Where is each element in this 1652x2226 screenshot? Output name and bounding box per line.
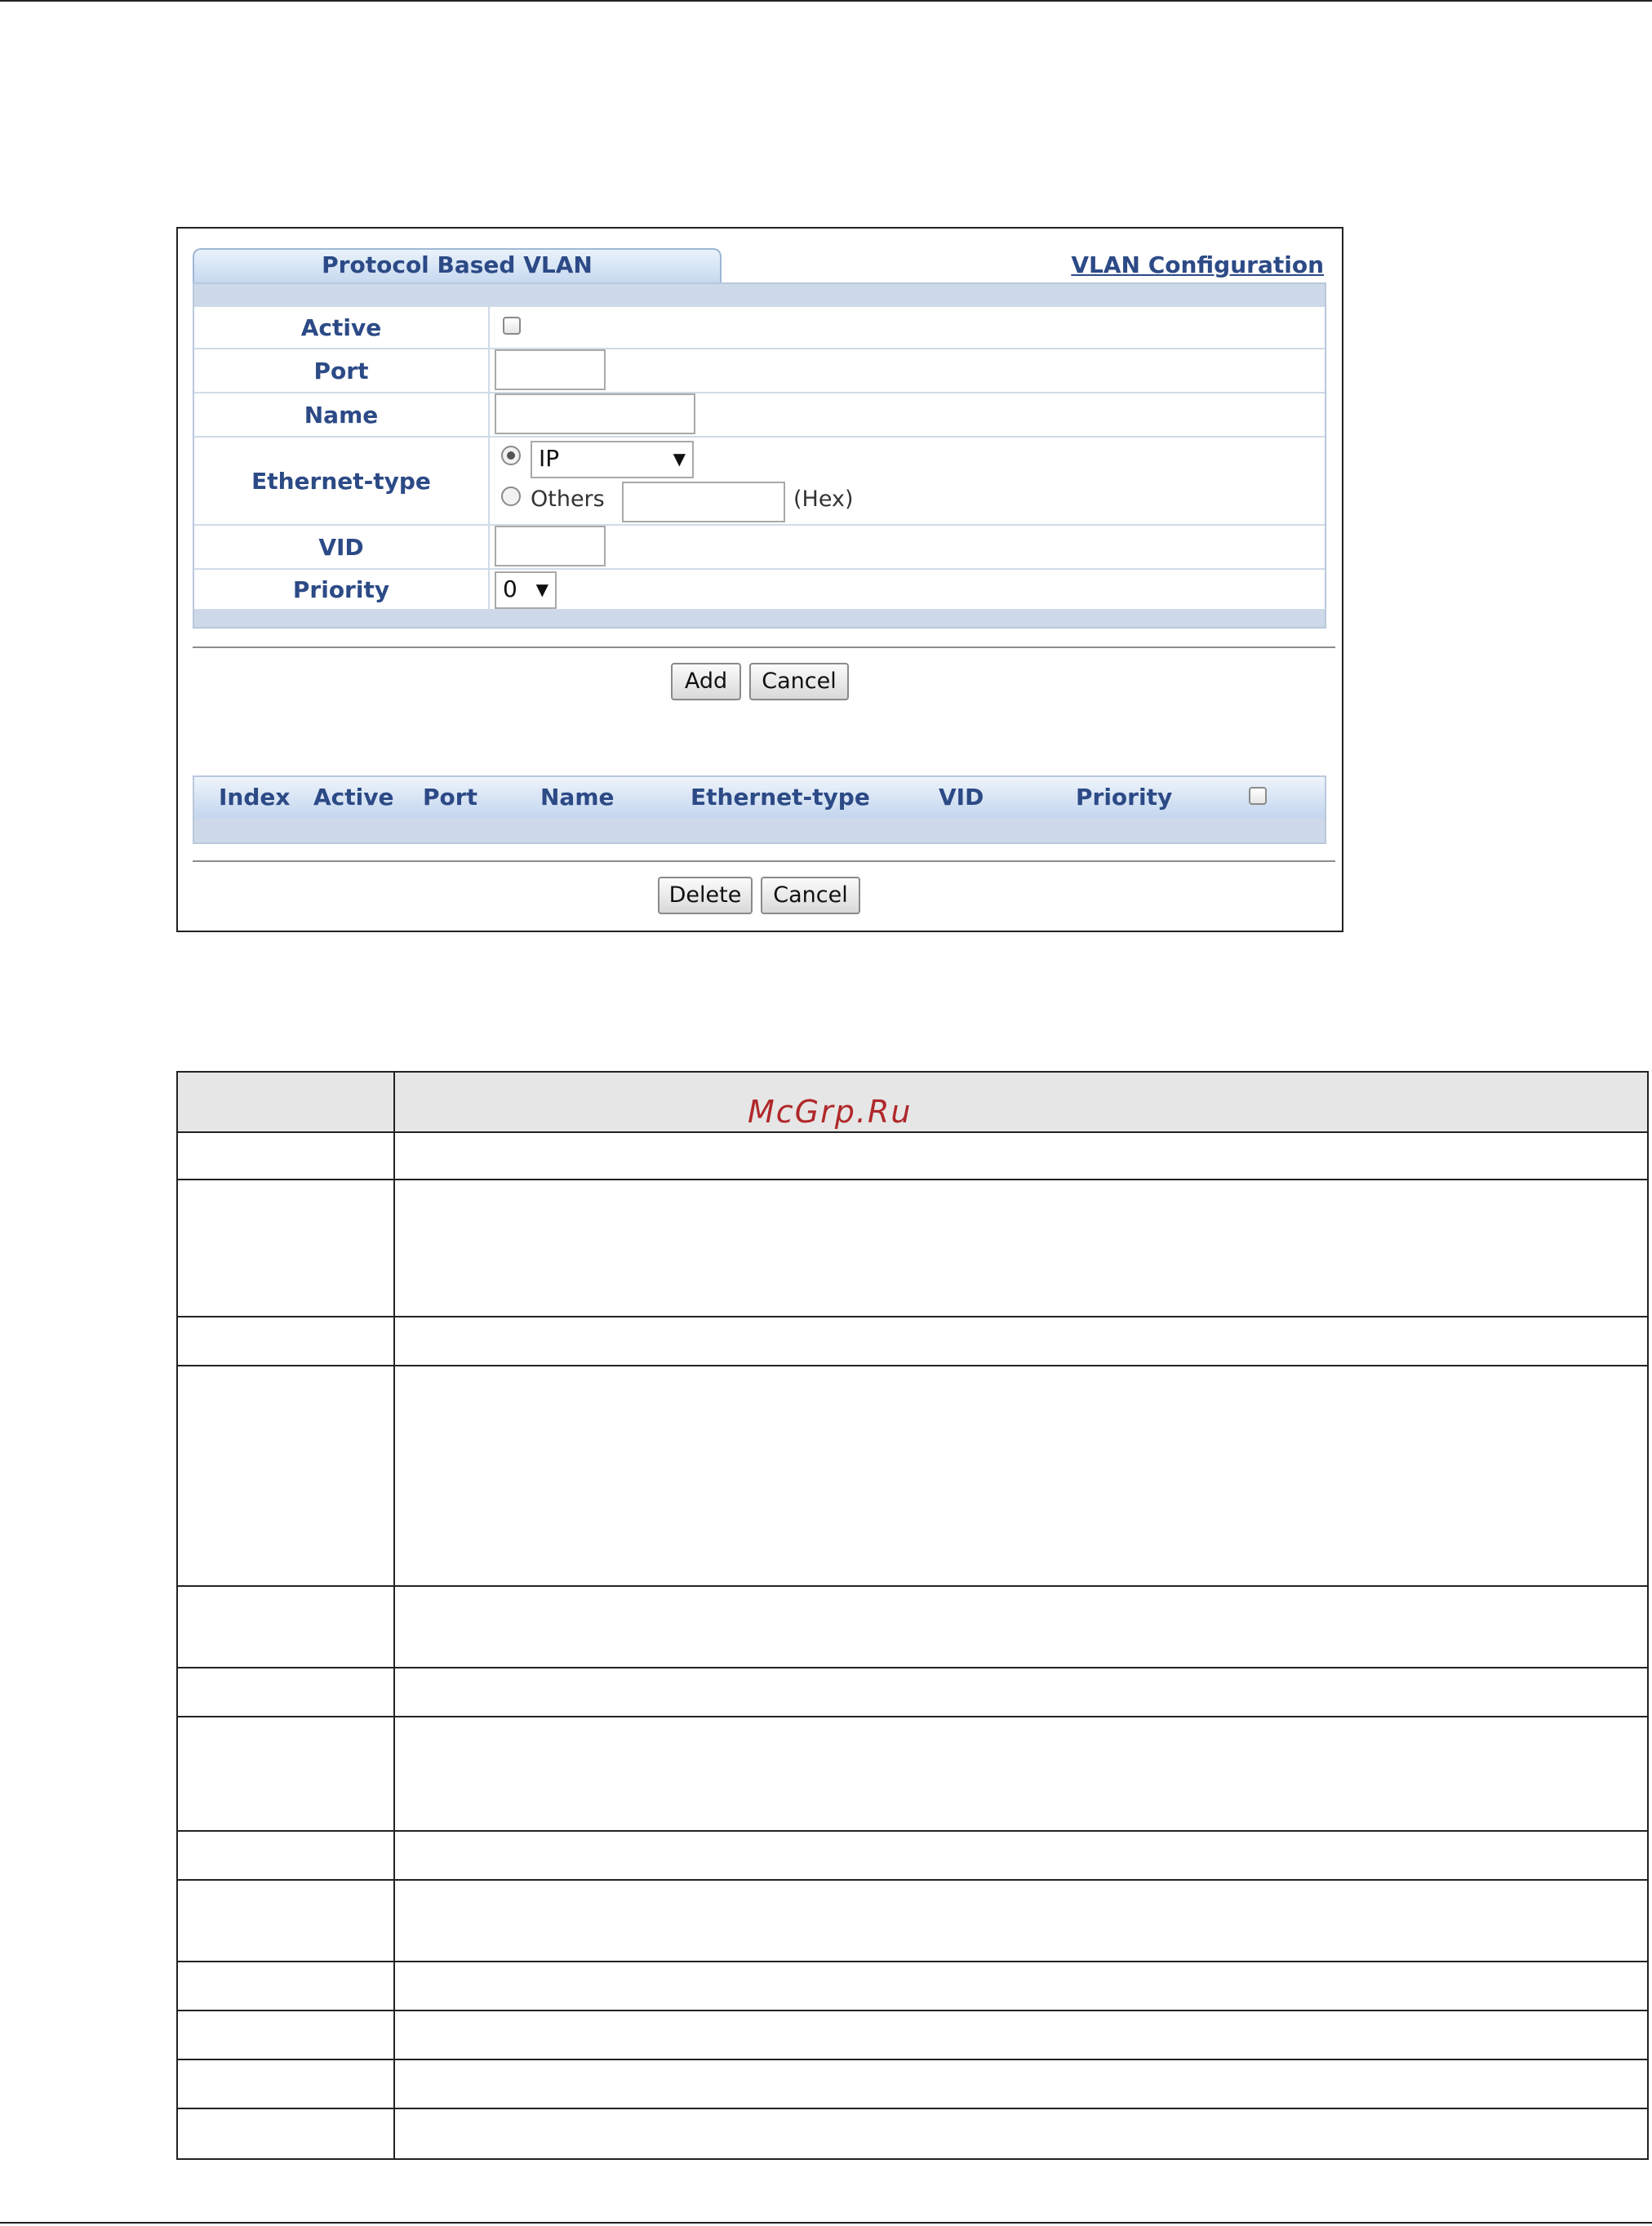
form-top-band <box>194 284 1325 307</box>
vlan-form <box>193 282 1326 629</box>
table-row <box>178 1830 1647 1879</box>
row-ethernet-type <box>194 438 1325 526</box>
vlan-list-table <box>193 775 1326 844</box>
column-active: Active <box>313 784 394 811</box>
list-separator <box>193 860 1335 862</box>
column-port: Port <box>423 784 477 811</box>
vlan-list-header <box>194 777 1325 818</box>
table-row <box>178 1879 1647 1961</box>
table-row <box>178 1716 1647 1830</box>
column-name: Name <box>540 784 615 811</box>
tab-protocol-based-vlan[interactable]: Protocol Based VLAN <box>193 248 722 282</box>
others-label: Others <box>531 487 605 512</box>
ethernet-type-select[interactable] <box>531 441 694 478</box>
column-ethernet-type: Ethernet-type <box>691 784 870 811</box>
row-port <box>194 349 1325 393</box>
active-label: Active <box>194 307 490 348</box>
column-vid: VID <box>939 784 984 811</box>
select-all-checkbox[interactable] <box>1249 787 1267 805</box>
table-row <box>178 1131 1647 1179</box>
name-input[interactable] <box>495 393 695 434</box>
ethernet-type-label: Ethernet-type <box>194 438 490 524</box>
port-input[interactable] <box>495 349 606 390</box>
row-active <box>194 307 1325 349</box>
table-row <box>178 1316 1647 1365</box>
cancel-button[interactable]: Cancel <box>749 663 849 700</box>
table-row <box>178 1179 1647 1316</box>
add-button[interactable]: Add <box>671 663 741 700</box>
vlan-configuration-link[interactable]: VLAN Configuration <box>1071 251 1324 278</box>
table-row <box>178 1667 1647 1716</box>
table-row <box>178 1961 1647 2010</box>
active-checkbox[interactable] <box>503 317 521 335</box>
bottom-rule <box>0 2222 1652 2224</box>
table-header-row <box>178 1073 1647 1131</box>
vid-input[interactable] <box>495 526 606 566</box>
chevron-down-icon: ▼ <box>535 580 548 599</box>
form-bottom-band <box>194 611 1325 627</box>
watermark: McGrp.Ru <box>748 1094 913 1130</box>
delete-button[interactable]: Delete <box>658 877 753 914</box>
table-row <box>178 1585 1647 1667</box>
priority-select[interactable] <box>495 571 557 609</box>
table-row <box>178 2010 1647 2059</box>
row-name <box>194 393 1325 438</box>
others-hex-input[interactable] <box>622 482 785 522</box>
chevron-down-icon: ▼ <box>673 449 686 469</box>
column-index: Index <box>219 784 291 811</box>
row-vid <box>194 526 1325 570</box>
priority-select-value: 0 <box>503 575 517 602</box>
priority-label: Priority <box>194 570 490 609</box>
vid-label: VID <box>194 526 490 568</box>
ethernet-type-select-radio[interactable] <box>501 446 521 465</box>
table-column-divider <box>393 1073 395 2158</box>
column-priority: Priority <box>1076 784 1173 811</box>
ethernet-type-others-radio[interactable] <box>501 487 521 506</box>
table-row <box>178 2059 1647 2108</box>
hex-label: (Hex) <box>793 487 854 512</box>
row-priority <box>194 570 1325 611</box>
ethernet-type-select-value: IP <box>539 445 560 472</box>
top-rule <box>0 0 1652 2</box>
table-row <box>178 1365 1647 1585</box>
list-cancel-button[interactable]: Cancel <box>761 877 860 914</box>
port-label: Port <box>194 349 490 392</box>
name-label: Name <box>194 393 490 436</box>
field-description-table <box>176 1071 1649 2160</box>
form-separator <box>193 646 1335 648</box>
table-row <box>178 2108 1647 2158</box>
protocol-based-vlan-panel <box>176 227 1343 932</box>
